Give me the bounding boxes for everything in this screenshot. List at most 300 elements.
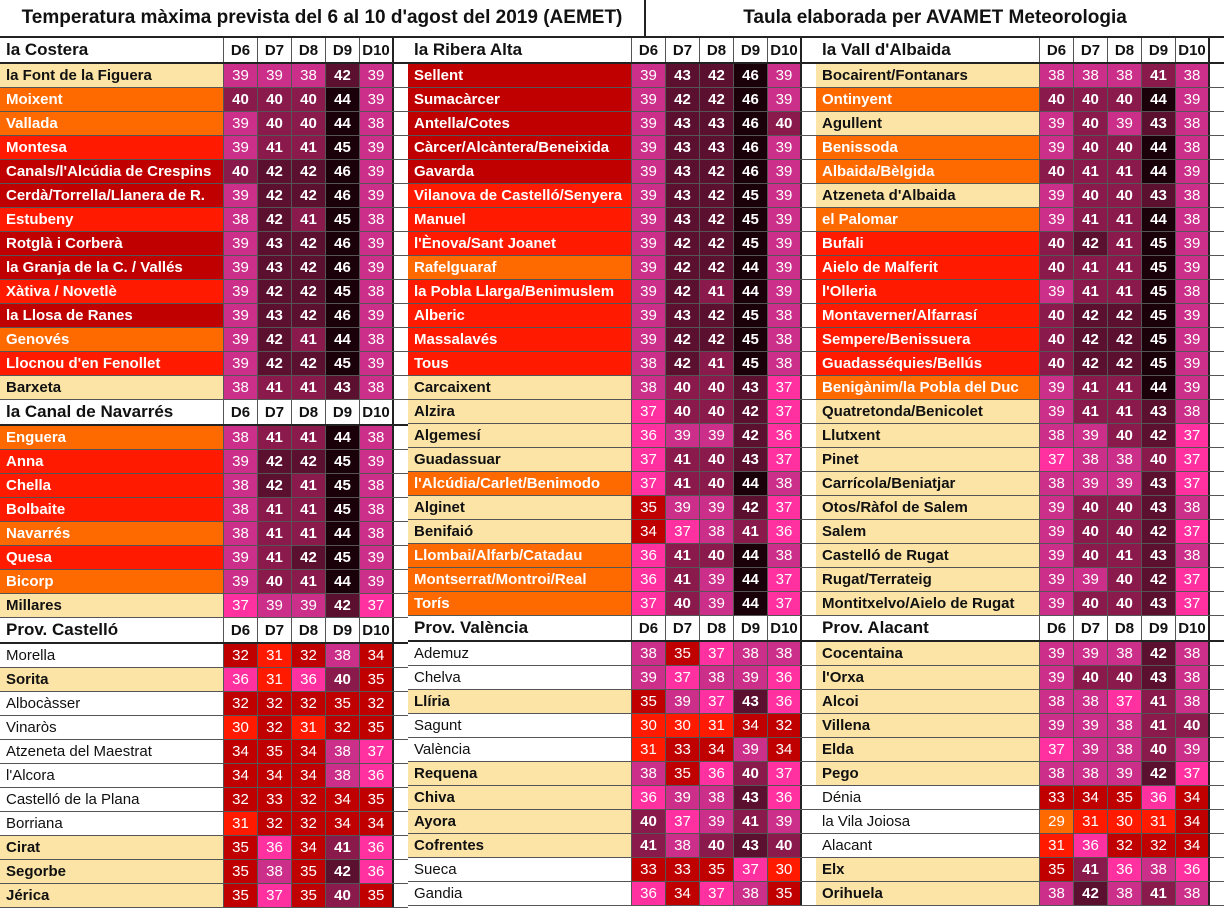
- temp-cell-d10: 39: [1176, 232, 1210, 255]
- temp-cell-d7: 38: [1074, 64, 1108, 87]
- temp-cell-d8: 36: [292, 668, 326, 691]
- location-llombai-alfarb-catadau: Llombai/Alfarb/Catadau: [408, 544, 632, 567]
- temp-cell-d8: 40: [1108, 136, 1142, 159]
- temp-cell-d8: 39: [700, 592, 734, 615]
- temp-cell-d10: 36: [768, 424, 802, 447]
- table-row: [816, 738, 1224, 762]
- temp-cell-d6: 39: [1040, 714, 1074, 737]
- temp-cell-d9: 45: [734, 208, 768, 231]
- temp-cell-d8: 40: [1108, 592, 1142, 615]
- temp-cell-d7: 39: [1074, 642, 1108, 665]
- temp-cell-d7: 42: [666, 232, 700, 255]
- location-llutxent: Llutxent: [816, 424, 1040, 447]
- temp-cell-d6: 34: [632, 520, 666, 543]
- location-castello-de-la-plana: Castelló de la Plana: [0, 788, 224, 811]
- temp-cell-d9: 44: [326, 112, 360, 135]
- day-header: D7: [258, 400, 292, 424]
- temp-cell-d7: 39: [258, 594, 292, 617]
- temp-cell-d8: 41: [1108, 160, 1142, 183]
- temp-cell-d8: 34: [700, 738, 734, 761]
- table-row: [816, 208, 1224, 232]
- temp-cell-d9: 38: [734, 642, 768, 665]
- temp-cell-d10: 34: [360, 812, 394, 835]
- temp-cell-d6: 39: [224, 64, 258, 87]
- temp-cell-d7: 42: [258, 208, 292, 231]
- table-row: [0, 884, 408, 908]
- temp-cell-d10: 38: [1176, 184, 1210, 207]
- temp-cell-d9: 42: [1142, 762, 1176, 785]
- table-row: [816, 424, 1224, 448]
- day-header: D6: [1040, 616, 1074, 640]
- temp-cell-d10: 37: [360, 594, 394, 617]
- temp-cell-d10: 38: [768, 328, 802, 351]
- day-header: D9: [734, 616, 768, 640]
- location-morella: Morella: [0, 644, 224, 667]
- temp-cell-d7: 37: [666, 520, 700, 543]
- temp-cell-d6: 38: [224, 522, 258, 545]
- temp-cell-d6: 34: [224, 740, 258, 763]
- table-row: [408, 738, 816, 762]
- temp-cell-d8: 40: [1108, 88, 1142, 111]
- table-row: [408, 352, 816, 376]
- temp-cell-d10: 37: [1176, 568, 1210, 591]
- location-llocnou-d-en-fenollet: Llocnou d'en Fenollet: [0, 352, 224, 375]
- table-row: [816, 472, 1224, 496]
- day-header: D9: [326, 38, 360, 62]
- location-genoves: Genovés: [0, 328, 224, 351]
- temp-cell-d7: 42: [666, 280, 700, 303]
- temp-cell-d9: 43: [1142, 544, 1176, 567]
- temp-cell-d6: 39: [1040, 568, 1074, 591]
- temp-cell-d7: 40: [1074, 496, 1108, 519]
- temp-cell-d6: 39: [632, 304, 666, 327]
- temp-cell-d8: 42: [700, 232, 734, 255]
- location-alzira: Alzira: [408, 400, 632, 423]
- day-header: D6: [632, 616, 666, 640]
- temp-cell-d9: 43: [734, 376, 768, 399]
- table-row: [408, 424, 816, 448]
- temp-cell-d8: 39: [700, 810, 734, 833]
- temp-cell-d8: 39: [700, 424, 734, 447]
- temp-cell-d7: 41: [258, 426, 292, 449]
- temp-cell-d9: 45: [734, 328, 768, 351]
- temp-cell-d8: 38: [700, 786, 734, 809]
- temp-cell-d8: 42: [700, 88, 734, 111]
- temp-cell-d6: 39: [224, 184, 258, 207]
- temp-cell-d9: 45: [734, 232, 768, 255]
- location-guadassequies-bellus: Guadasséquies/Bellús: [816, 352, 1040, 375]
- location-montserrat-montroi-real: Montserrat/Montroi/Real: [408, 568, 632, 591]
- temp-cell-d8: 41: [292, 474, 326, 497]
- temp-cell-d6: 39: [632, 88, 666, 111]
- temp-cell-d6: 37: [632, 472, 666, 495]
- temp-cell-d7: 41: [1074, 160, 1108, 183]
- temp-cell-d10: 39: [1176, 160, 1210, 183]
- table-row: [816, 496, 1224, 520]
- temp-cell-d6: 36: [632, 424, 666, 447]
- temp-cell-d6: 40: [1040, 352, 1074, 375]
- location-albaida-belgida: Albaida/Bèlgida: [816, 160, 1040, 183]
- temp-cell-d7: 39: [1074, 714, 1108, 737]
- temp-cell-d10: 39: [360, 352, 394, 375]
- temp-cell-d7: 42: [666, 352, 700, 375]
- temp-cell-d7: 36: [258, 836, 292, 859]
- temp-cell-d10: 38: [768, 642, 802, 665]
- temp-cell-d10: 38: [360, 474, 394, 497]
- temp-cell-d10: 39: [768, 256, 802, 279]
- temp-cell-d10: 36: [360, 860, 394, 883]
- temp-cell-d7: 33: [258, 788, 292, 811]
- location-estubeny: Estubeny: [0, 208, 224, 231]
- location-sempere-benissuera: Sempere/Benissuera: [816, 328, 1040, 351]
- temp-cell-d10: 37: [768, 762, 802, 785]
- temp-cell-d8: 32: [292, 788, 326, 811]
- temp-cell-d9: 44: [326, 88, 360, 111]
- temp-cell-d7: 43: [666, 160, 700, 183]
- temp-cell-d9: 42: [734, 400, 768, 423]
- temp-cell-d9: 46: [734, 88, 768, 111]
- temp-cell-d7: 41: [666, 472, 700, 495]
- day-header: D9: [326, 618, 360, 642]
- table-row: [816, 160, 1224, 184]
- panel-right: [816, 38, 1224, 906]
- temp-cell-d10: 39: [768, 160, 802, 183]
- location-quatretonda-benicolet: Quatretonda/Benicolet: [816, 400, 1040, 423]
- temp-cell-d7: 39: [1074, 424, 1108, 447]
- temp-cell-d10: 37: [768, 448, 802, 471]
- temp-cell-d10: 38: [360, 376, 394, 399]
- temp-cell-d8: 41: [1108, 400, 1142, 423]
- table-row: [408, 112, 816, 136]
- temp-cell-d6: 40: [1040, 328, 1074, 351]
- location-beniganim-la-pobla-del-duc: Benigànim/la Pobla del Duc: [816, 376, 1040, 399]
- location-carcaixent: Carcaixent: [408, 376, 632, 399]
- day-header: D9: [1142, 616, 1176, 640]
- temp-cell-d7: 38: [258, 860, 292, 883]
- temp-cell-d6: 39: [224, 450, 258, 473]
- location-cirat: Cirat: [0, 836, 224, 859]
- location-massalaves: Massalavés: [408, 328, 632, 351]
- table-row: [408, 520, 816, 544]
- temp-cell-d7: 42: [258, 160, 292, 183]
- temp-cell-d7: 41: [1074, 376, 1108, 399]
- temp-cell-d10: 38: [768, 304, 802, 327]
- table-row: [816, 304, 1224, 328]
- table-row: [816, 448, 1224, 472]
- temp-cell-d9: 45: [326, 352, 360, 375]
- temp-cell-d9: 38: [326, 764, 360, 787]
- temp-cell-d10: 39: [360, 136, 394, 159]
- temp-cell-d6: 37: [1040, 448, 1074, 471]
- location-rotgla-i-corbera: Rotglà i Corberà: [0, 232, 224, 255]
- temp-cell-d9: 41: [1142, 882, 1176, 905]
- location-enguera: Enguera: [0, 426, 224, 449]
- table-row: [816, 858, 1224, 882]
- location-l-olleria: l'Olleria: [816, 280, 1040, 303]
- location-benifaio: Benifaió: [408, 520, 632, 543]
- temp-cell-d6: 41: [632, 834, 666, 857]
- temp-cell-d7: 41: [666, 448, 700, 471]
- location-cocentaina: Cocentaina: [816, 642, 1040, 665]
- location-chiva: Chiva: [408, 786, 632, 809]
- location-benissoda: Benissoda: [816, 136, 1040, 159]
- temp-cell-d6: 34: [224, 764, 258, 787]
- temp-cell-d8: 39: [1108, 472, 1142, 495]
- table-row: [408, 160, 816, 184]
- temp-cell-d8: 42: [292, 450, 326, 473]
- temp-cell-d9: 44: [1142, 88, 1176, 111]
- temp-cell-d7: 32: [258, 692, 292, 715]
- table-row: [408, 592, 816, 616]
- temp-cell-d6: 39: [1040, 184, 1074, 207]
- location-antella-cotes: Antella/Cotes: [408, 112, 632, 135]
- day-header: D10: [360, 618, 394, 642]
- table-row: [0, 740, 408, 764]
- temp-cell-d10: 38: [1176, 496, 1210, 519]
- temp-cell-d8: 38: [1108, 448, 1142, 471]
- day-header: D8: [292, 400, 326, 424]
- table-row: [816, 136, 1224, 160]
- temp-cell-d7: 40: [1074, 112, 1108, 135]
- temp-cell-d10: 39: [1176, 304, 1210, 327]
- temp-cell-d10: 38: [1176, 136, 1210, 159]
- temp-cell-d6: 36: [632, 544, 666, 567]
- location-el-palomar: el Palomar: [816, 208, 1040, 231]
- table-row: [0, 788, 408, 812]
- temp-cell-d10: 39: [768, 64, 802, 87]
- temp-cell-d6: 36: [632, 786, 666, 809]
- location-orihuela: Orihuela: [816, 882, 1040, 905]
- location-la-granja-de-la-c-valles: la Granja de la C. / Vallés: [0, 256, 224, 279]
- temp-cell-d8: 32: [292, 812, 326, 835]
- day-header: D10: [1176, 38, 1210, 62]
- temp-cell-d8: 35: [292, 884, 326, 907]
- table-row: [408, 280, 816, 304]
- temp-cell-d9: 41: [326, 836, 360, 859]
- temp-cell-d8: 40: [1108, 568, 1142, 591]
- table-row: [408, 232, 816, 256]
- temp-cell-d7: 38: [666, 834, 700, 857]
- temp-cell-d6: 31: [224, 812, 258, 835]
- location-pego: Pego: [816, 762, 1040, 785]
- temp-cell-d8: 42: [292, 304, 326, 327]
- temp-cell-d7: 43: [666, 112, 700, 135]
- temp-cell-d10: 35: [768, 882, 802, 905]
- temp-cell-d6: 33: [1040, 786, 1074, 809]
- temp-cell-d10: 32: [768, 714, 802, 737]
- temp-cell-d9: 46: [326, 256, 360, 279]
- day-header: D10: [360, 400, 394, 424]
- temp-cell-d9: 40: [326, 884, 360, 907]
- location-elda: Elda: [816, 738, 1040, 761]
- temp-cell-d9: 45: [734, 352, 768, 375]
- temp-cell-d10: 35: [360, 668, 394, 691]
- temp-cell-d6: 39: [1040, 280, 1074, 303]
- table-row: [0, 88, 408, 112]
- temp-cell-d6: 35: [1040, 858, 1074, 881]
- temp-cell-d7: 34: [666, 882, 700, 905]
- temp-cell-d8: 40: [700, 448, 734, 471]
- temp-cell-d6: 37: [632, 400, 666, 423]
- temp-cell-d9: 32: [1142, 834, 1176, 857]
- temp-cell-d7: 43: [258, 256, 292, 279]
- temp-cell-d8: 42: [292, 546, 326, 569]
- table-row: [408, 714, 816, 738]
- temp-cell-d8: 41: [1108, 256, 1142, 279]
- temp-cell-d9: 44: [734, 280, 768, 303]
- temp-cell-d9: 45: [1142, 256, 1176, 279]
- table-row: [408, 208, 816, 232]
- temp-cell-d6: 40: [224, 88, 258, 111]
- temp-cell-d10: 39: [360, 232, 394, 255]
- temp-cell-d8: 40: [292, 112, 326, 135]
- temp-cell-d6: 29: [1040, 810, 1074, 833]
- temp-cell-d9: 46: [326, 160, 360, 183]
- temp-cell-d7: 41: [666, 568, 700, 591]
- temp-cell-d10: 37: [768, 496, 802, 519]
- temp-cell-d9: 46: [734, 64, 768, 87]
- temp-cell-d9: 38: [326, 740, 360, 763]
- temp-cell-d8: 37: [700, 642, 734, 665]
- temp-cell-d6: 38: [1040, 64, 1074, 87]
- temp-cell-d9: 46: [326, 304, 360, 327]
- table-row: [0, 64, 408, 88]
- location-sueca: Sueca: [408, 858, 632, 881]
- temp-cell-d10: 39: [768, 810, 802, 833]
- table-row: [408, 256, 816, 280]
- location-millares: Millares: [0, 594, 224, 617]
- location-carricola-beniatjar: Carrícola/Beniatjar: [816, 472, 1040, 495]
- section-header: [0, 400, 408, 426]
- temp-cell-d6: 39: [224, 256, 258, 279]
- temp-cell-d9: 45: [326, 546, 360, 569]
- temp-cell-d6: 39: [224, 304, 258, 327]
- temp-cell-d10: 37: [1176, 472, 1210, 495]
- temp-cell-d9: 37: [734, 858, 768, 881]
- temp-cell-d7: 42: [666, 328, 700, 351]
- temp-cell-d8: 40: [1108, 666, 1142, 689]
- table-row: [816, 568, 1224, 592]
- temp-cell-d6: 40: [1040, 256, 1074, 279]
- temp-cell-d8: 34: [292, 836, 326, 859]
- temp-cell-d9: 45: [326, 450, 360, 473]
- temp-cell-d6: 40: [1040, 88, 1074, 111]
- temp-cell-d8: 40: [700, 376, 734, 399]
- temp-cell-d7: 42: [258, 474, 292, 497]
- temp-cell-d6: 38: [224, 376, 258, 399]
- temp-cell-d10: 38: [360, 498, 394, 521]
- panel-left: [0, 38, 408, 908]
- temp-cell-d10: 39: [1176, 328, 1210, 351]
- temp-cell-d7: 41: [258, 376, 292, 399]
- location-vilanova-de-castello-senyera: Vilanova de Castelló/Senyera: [408, 184, 632, 207]
- location-valencia: València: [408, 738, 632, 761]
- temp-cell-d10: 39: [1176, 376, 1210, 399]
- temp-cell-d6: 39: [1040, 592, 1074, 615]
- temp-cell-d9: 42: [1142, 642, 1176, 665]
- table-row: [0, 352, 408, 376]
- temp-cell-d8: 43: [700, 112, 734, 135]
- table-row: [408, 568, 816, 592]
- location-denia: Dénia: [816, 786, 1040, 809]
- temp-cell-d9: 45: [326, 498, 360, 521]
- location-guadassuar: Guadassuar: [408, 448, 632, 471]
- table-row: [0, 426, 408, 450]
- temp-cell-d7: 40: [666, 592, 700, 615]
- location-xativa-novetle: Xàtiva / Novetlè: [0, 280, 224, 303]
- temp-cell-d8: 37: [700, 690, 734, 713]
- temp-cell-d9: 42: [1142, 568, 1176, 591]
- location-atzeneta-d-albaida: Atzeneta d'Albaida: [816, 184, 1040, 207]
- table-row: [0, 860, 408, 884]
- temp-cell-d6: 33: [632, 858, 666, 881]
- day-header: D7: [1074, 38, 1108, 62]
- temp-cell-d9: 46: [326, 232, 360, 255]
- temp-cell-d9: 45: [734, 304, 768, 327]
- temp-cell-d6: 37: [632, 448, 666, 471]
- temp-cell-d8: 41: [292, 376, 326, 399]
- temp-cell-d6: 40: [1040, 232, 1074, 255]
- temp-cell-d8: 39: [1108, 762, 1142, 785]
- temp-cell-d7: 41: [1074, 280, 1108, 303]
- temp-cell-d8: 36: [1108, 858, 1142, 881]
- temp-cell-d6: 39: [1040, 520, 1074, 543]
- temp-cell-d6: 39: [224, 570, 258, 593]
- temp-cell-d10: 37: [768, 376, 802, 399]
- temp-cell-d8: 42: [700, 184, 734, 207]
- location-l-alcora: l'Alcora: [0, 764, 224, 787]
- section-title: Prov. València: [408, 616, 632, 640]
- temp-cell-d9: 45: [1142, 304, 1176, 327]
- temp-cell-d7: 35: [666, 642, 700, 665]
- temp-cell-d6: 39: [632, 280, 666, 303]
- temp-cell-d9: 45: [326, 208, 360, 231]
- temp-cell-d7: 42: [258, 450, 292, 473]
- temp-cell-d7: 31: [258, 668, 292, 691]
- day-header: D9: [326, 400, 360, 424]
- temp-cell-d10: 32: [360, 692, 394, 715]
- temp-cell-d6: 39: [224, 136, 258, 159]
- temp-cell-d10: 38: [1176, 666, 1210, 689]
- temp-cell-d10: 38: [1176, 690, 1210, 713]
- temp-cell-d10: 34: [768, 738, 802, 761]
- day-header: D6: [632, 38, 666, 62]
- temp-cell-d10: 38: [768, 472, 802, 495]
- section-header: [408, 616, 816, 642]
- temp-cell-d8: 38: [1108, 714, 1142, 737]
- temp-cell-d6: 39: [632, 666, 666, 689]
- temp-cell-d6: 38: [1040, 424, 1074, 447]
- temp-cell-d7: 42: [258, 328, 292, 351]
- temp-cell-d9: 40: [1142, 448, 1176, 471]
- temp-cell-d9: 32: [326, 716, 360, 739]
- temp-cell-d9: 39: [734, 738, 768, 761]
- location-bocairent-fontanars: Bocairent/Fontanars: [816, 64, 1040, 87]
- temp-cell-d7: 35: [258, 740, 292, 763]
- temp-cell-d9: 45: [326, 280, 360, 303]
- temp-cell-d6: 39: [1040, 544, 1074, 567]
- temp-cell-d6: 39: [1040, 496, 1074, 519]
- temp-cell-d7: 38: [1074, 448, 1108, 471]
- temp-cell-d6: 38: [632, 352, 666, 375]
- day-header: D7: [258, 38, 292, 62]
- temp-cell-d9: 43: [734, 786, 768, 809]
- temp-cell-d6: 35: [224, 884, 258, 907]
- location-ayora: Ayora: [408, 810, 632, 833]
- temp-cell-d9: 39: [734, 666, 768, 689]
- table-row: [408, 666, 816, 690]
- temp-cell-d6: 38: [632, 376, 666, 399]
